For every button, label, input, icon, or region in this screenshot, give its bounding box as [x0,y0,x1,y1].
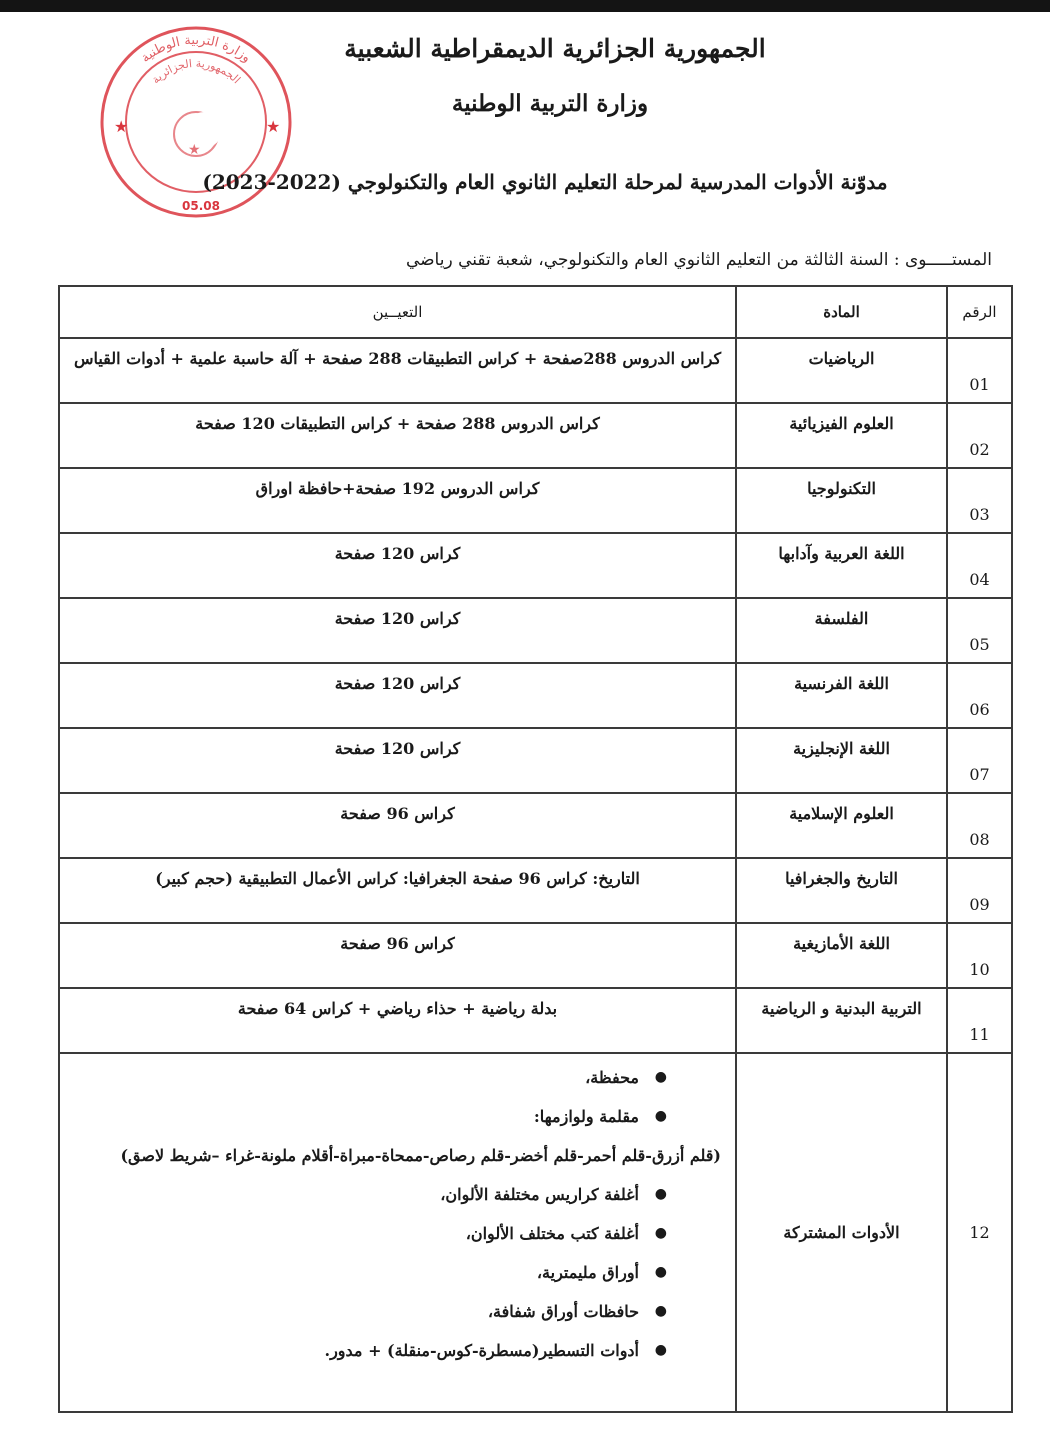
row-designation: كراس الدروس 288 صفحة + كراس التطبيقات 120 صفحة [59,403,736,468]
row-num: 01 [947,338,1012,403]
table-row [59,598,1012,663]
list-item: ● محفظة، [60,1058,721,1097]
list-item: ● أغلفة كتب مختلف الألوان، [60,1214,721,1253]
list-item: (قلم أزرق-قلم أحمر-قلم أخضر-قلم رصاص-ممحاة-مبراة-أقلام ملونة-غراء –شريط لاصق) [120,1146,721,1165]
row-subject: التربية البدنية و الرياضية [736,988,947,1053]
row-num: 04 [947,533,1012,598]
stamp-inner-text: الجمهورية الجزائرية [149,56,244,87]
svg-text:★: ★ [114,117,129,136]
row-num: 05 [947,598,1012,663]
row-num: 10 [947,923,1012,988]
row-subject: الفلسفة [736,598,947,663]
row-subject: اللغة الفرنسية [736,663,947,728]
row-subject: التكنولوجيا [736,468,947,533]
svg-text:★: ★ [188,142,201,158]
table-row [59,533,1012,598]
row-designation: كراس 120 صفحة [59,598,736,663]
bullet-icon: ● [654,1342,667,1358]
list-item: ● أغلفة كراريس مختلفة الألوان، [60,1175,721,1214]
table-row [59,338,1012,403]
ministry-heading: وزارة التربية الوطنية [451,90,649,117]
row-num: 03 [947,468,1012,533]
table-header-row [59,286,1012,338]
row-num: 02 [947,403,1012,468]
row-designation: كراس 120 صفحة [59,533,736,598]
row-num: 12 [947,1053,1012,1412]
common-tools-list [60,1054,735,1370]
bullet-icon: ● [654,1225,667,1241]
row-designation: بدلة رياضية + حذاء رياضي + كراس 64 صفحة [59,988,736,1053]
header-designation: التعيــين [59,286,736,338]
bullet-icon: ● [654,1186,667,1202]
row-subject: العلوم الإسلامية [736,793,947,858]
row-num: 08 [947,793,1012,858]
table-row [59,793,1012,858]
bullet-icon: ● [654,1264,667,1280]
row-subject: اللغة الأمازيغية [736,923,947,988]
table-row [59,468,1012,533]
table-row [59,403,1012,468]
bullet-icon: ● [654,1108,667,1124]
bullet-icon: ● [654,1303,667,1319]
row-designation: كراس الدروس 288صفحة + كراس التطبيقات 288 صفحة + آلة حاسبة علمية + أدوات القياس [59,338,736,403]
table-row [59,728,1012,793]
table-row [59,663,1012,728]
header-subject: المادة [736,286,947,338]
supplies-table [58,285,1013,1413]
row-designation: كراس 120 صفحة [59,728,736,793]
row-num: 06 [947,663,1012,728]
row-designation: كراس 96 صفحة [59,923,736,988]
stamp-outer-text: وزارة التربية الوطنية [138,32,254,66]
top-dark-bar [0,0,1050,12]
stamp-number: 05.08 [182,199,220,213]
row-num: 09 [947,858,1012,923]
svg-text:★: ★ [266,117,281,136]
row-subject: اللغة الإنجليزية [736,728,947,793]
list-item: ● أدوات التسطير(مسطرة-كوس-منقلة) + مدور. [60,1331,721,1370]
header-num: الرقم [947,286,1012,338]
row-designation: التاريخ: كراس 96 صفحة الجغرافيا: كراس الأعمال التطبيقية (حجم كبير) [59,858,736,923]
table-row [59,858,1012,923]
row-subject: اللغة العربية وآدابها [736,533,947,598]
table-row [59,988,1012,1053]
document-title: مدوّنة الأدوات المدرسية لمرحلة التعليم الثانوي العام والتكنولوجي (2022-2023) [202,170,888,194]
bullet-icon: ● [654,1069,667,1085]
list-item: ● مقلمة ولوازمها: [60,1097,721,1136]
row-subject: الأدوات المشتركة [736,1053,947,1412]
common-tools-row [59,1053,1012,1412]
row-designation: كراس 96 صفحة [59,793,736,858]
row-subject: التاريخ والجغرافيا [736,858,947,923]
list-item: ● حافظات أوراق شفافة، [60,1292,721,1331]
row-num: 11 [947,988,1012,1053]
table-row [59,923,1012,988]
list-item: ● أوراق مليمترية، [60,1253,721,1292]
row-designation: كراس 120 صفحة [59,663,736,728]
row-num: 07 [947,728,1012,793]
row-subject: الرياضيات [736,338,947,403]
row-subject: العلوم الفيزيائية [736,403,947,468]
row-designation: كراس الدروس 192 صفحة+حافظة اوراق [59,468,736,533]
common-tools-cell [59,1053,736,1412]
level-line: المستـــــوى : السنة الثالثة من التعليم الثانوي العام والتكنولوجي، شعبة تقني رياضي [405,250,992,270]
republic-heading: الجمهورية الجزائرية الديمقراطية الشعبية [344,34,766,63]
